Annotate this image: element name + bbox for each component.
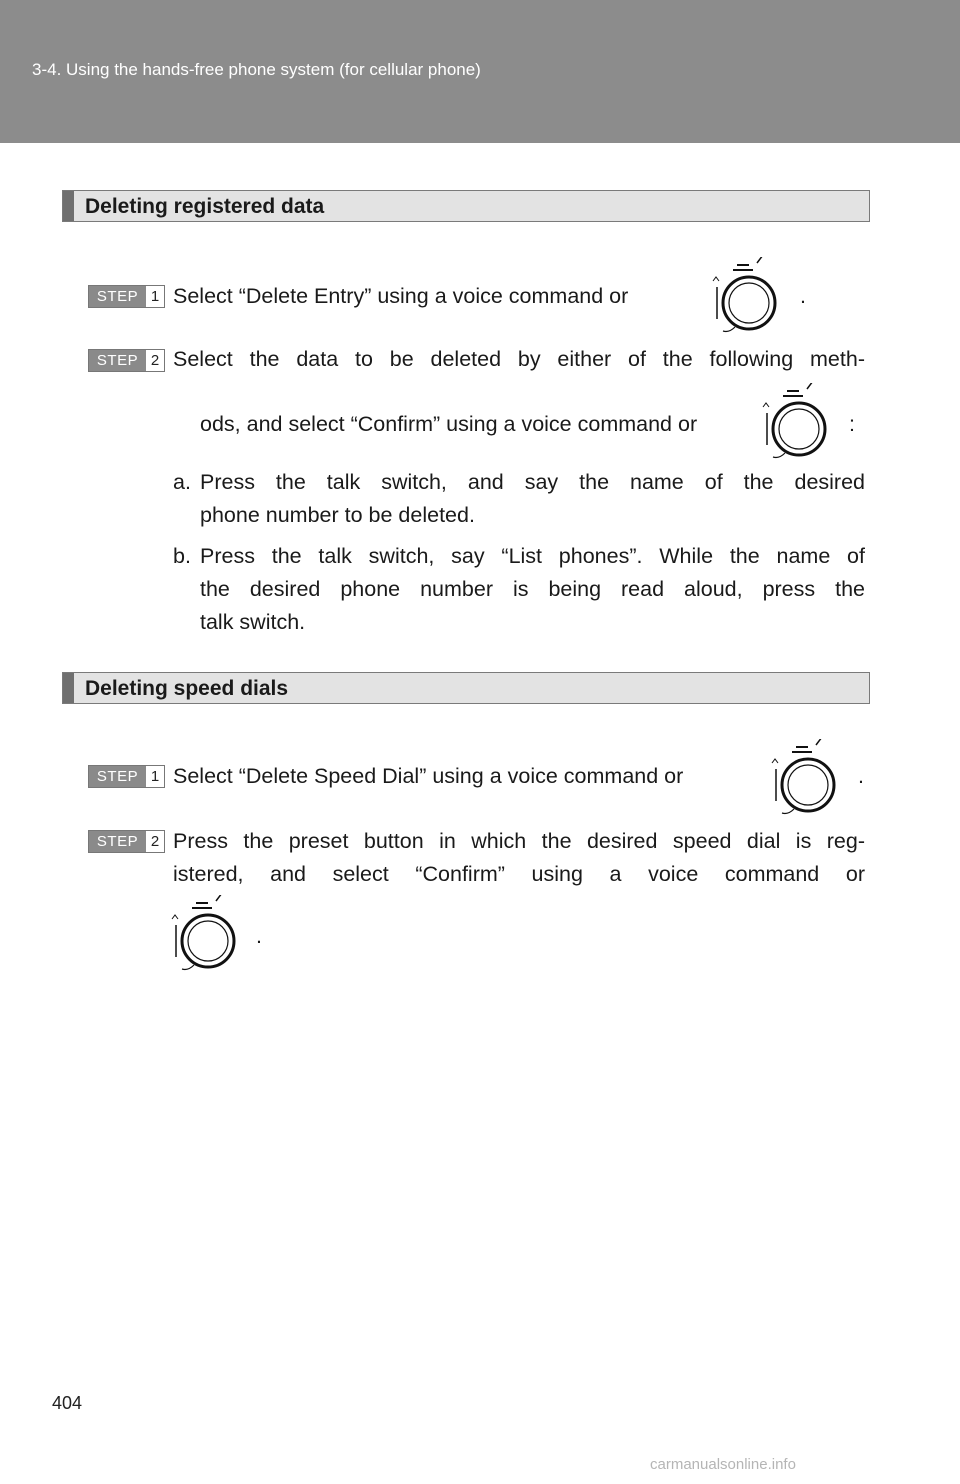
section-heading-deleting-registered-data — [62, 190, 870, 222]
list-item-text: phone number to be deleted. — [200, 503, 475, 527]
list-item-text: Press the talk switch, and say the name of the desired — [200, 470, 865, 494]
step-text: Select the data to be deleted by either of the following meth- — [173, 347, 865, 371]
step-text-end: . — [858, 764, 864, 788]
step-text-end: . — [800, 284, 806, 308]
step-text-end: : — [849, 412, 855, 436]
list-item-text: the desired phone number is being read aloud, press the — [200, 577, 865, 601]
section-title: Deleting registered data — [85, 195, 325, 218]
watermark: carmanualsonline.info — [650, 1456, 796, 1473]
step-badge-2: STEP 2 — [88, 830, 165, 853]
section-heading-bar — [63, 673, 74, 703]
section-heading-bar — [63, 191, 74, 221]
step-badge-2: STEP 2 — [88, 349, 165, 372]
step-text: Select “Delete Speed Dial” using a voice command or — [173, 764, 684, 788]
tune-scroll-knob-icon — [166, 895, 238, 975]
step-text: Press the preset button in which the desired speed dial is reg- — [173, 829, 865, 853]
section-heading-deleting-speed-dials — [62, 672, 870, 704]
list-marker: a. — [173, 470, 191, 494]
tune-scroll-knob-icon — [707, 257, 779, 337]
list-item-text: Press the talk switch, say “List phones”. While the name of — [200, 544, 865, 568]
step-badge-1: STEP 1 — [88, 765, 165, 788]
header-section-title: 3-4. Using the hands-free phone system (for cellular phone) — [32, 60, 481, 79]
list-marker: b. — [173, 544, 191, 568]
header-bar — [0, 0, 960, 143]
section-title: Deleting speed dials — [85, 677, 289, 700]
tune-scroll-knob-icon — [766, 739, 838, 819]
step-text-end: . — [256, 924, 262, 948]
step-text-line: istered, and select “Confirm” using a voice command or — [173, 862, 865, 886]
step-text-line: ods, and select “Confirm” using a voice command or — [200, 412, 698, 436]
tune-scroll-knob-icon — [757, 383, 829, 463]
step-badge-1: STEP 1 — [88, 285, 165, 308]
list-item-text: talk switch. — [200, 610, 306, 634]
page-number: 404 — [52, 1393, 83, 1413]
step-text: Select “Delete Entry” using a voice command or — [173, 284, 629, 308]
